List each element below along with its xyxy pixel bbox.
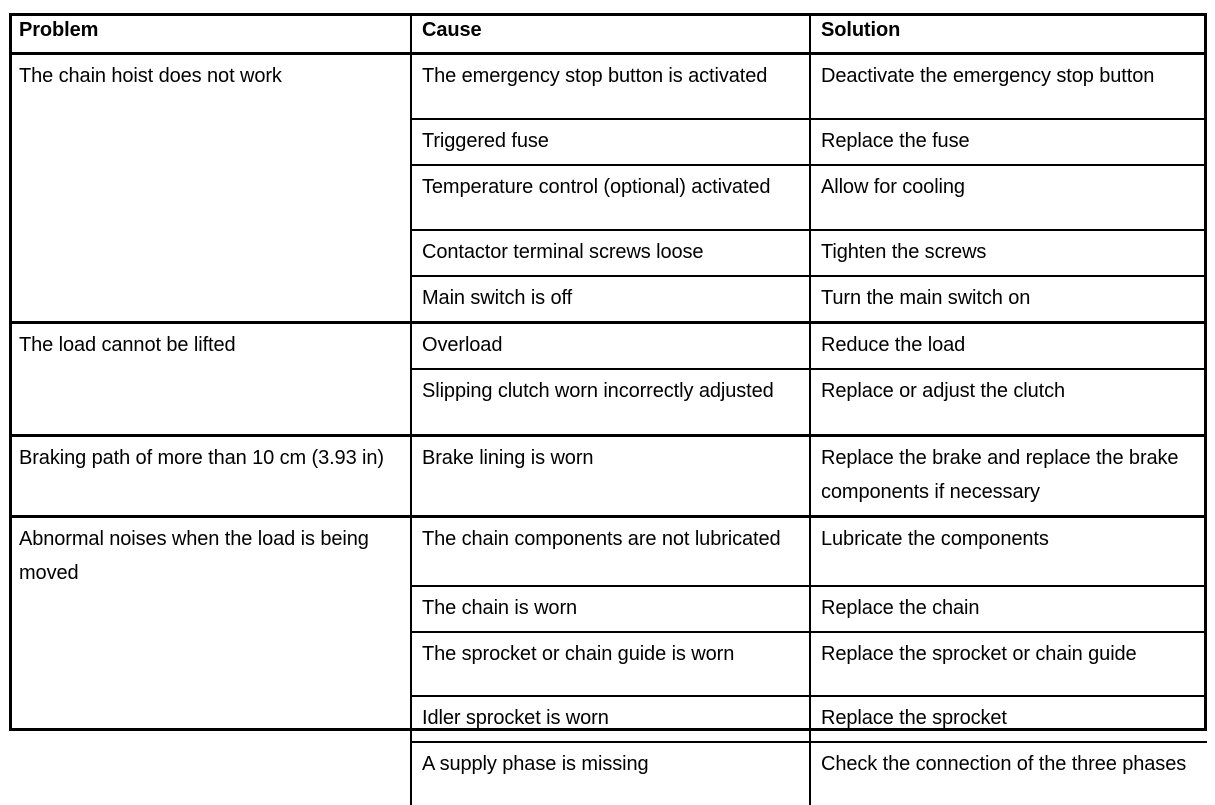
table-header-row: [9, 13, 1207, 54]
solution-cell: Check the connection of the three phases: [810, 742, 1207, 805]
problem-cell: Abnormal noises when the load is being moved: [9, 517, 411, 805]
solution-cell: Replace the brake and replace the brake components if necessary: [810, 436, 1207, 517]
solution-cell: Replace the chain: [810, 586, 1207, 632]
solution-cell: Allow for cooling: [810, 165, 1207, 230]
troubleshooting-table: [9, 13, 1207, 805]
problem-cell: The chain hoist does not work: [9, 54, 411, 323]
solution-cell: Replace the fuse: [810, 119, 1207, 165]
problem-cell: The load cannot be lifted: [9, 322, 411, 436]
solution-cell: Reduce the load: [810, 322, 1207, 369]
cause-cell: Overload: [411, 322, 810, 369]
cause-cell: The sprocket or chain guide is worn: [411, 632, 810, 696]
table-row: [9, 322, 1207, 369]
solution-cell: Tighten the screws: [810, 230, 1207, 276]
cause-cell: The chain is worn: [411, 586, 810, 632]
table-row: [9, 54, 1207, 119]
cause-cell: Brake lining is worn: [411, 436, 810, 517]
solution-cell: Turn the main switch on: [810, 276, 1207, 323]
solution-cell: Lubricate the components: [810, 517, 1207, 586]
solution-cell: Replace the sprocket or chain guide: [810, 632, 1207, 696]
column-header-solution: Solution: [810, 13, 1207, 54]
cause-cell: Idler sprocket is worn: [411, 696, 810, 742]
column-header-cause: Cause: [411, 13, 810, 54]
solution-cell: Replace the sprocket: [810, 696, 1207, 742]
solution-cell: Replace or adjust the clutch: [810, 369, 1207, 436]
cause-cell: The chain components are not lubricated: [411, 517, 810, 586]
cause-cell: A supply phase is missing: [411, 742, 810, 805]
problem-cell: Braking path of more than 10 cm (3.93 in): [9, 436, 411, 517]
solution-cell: Deactivate the emergency stop button: [810, 54, 1207, 119]
cause-cell: The emergency stop button is activated: [411, 54, 810, 119]
cause-cell: Temperature control (optional) activated: [411, 165, 810, 230]
cause-cell: Contactor terminal screws loose: [411, 230, 810, 276]
column-header-problem: Problem: [9, 13, 411, 54]
cause-cell: Triggered fuse: [411, 119, 810, 165]
table-row: [9, 436, 1207, 517]
cause-cell: Main switch is off: [411, 276, 810, 323]
cause-cell: Slipping clutch worn incorrectly adjusted: [411, 369, 810, 436]
table-row: [9, 517, 1207, 586]
